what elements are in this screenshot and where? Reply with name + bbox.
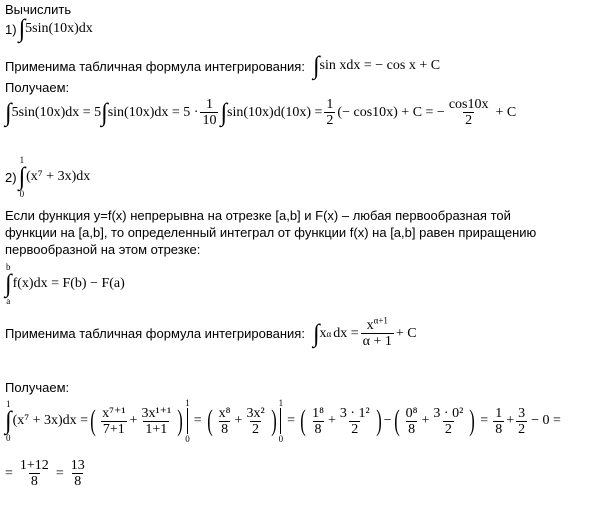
p1-solution xyxy=(5,97,516,128)
p1-sol-f: (− cos10x) + C = − xyxy=(337,104,445,120)
newton-leibniz xyxy=(5,262,125,306)
lower-limit: 0 xyxy=(19,189,25,199)
fraction: $\frac{\text{3 · 0²}}{2}$ xyxy=(433,405,464,437)
p2-tail: − 0 = xyxy=(531,413,561,428)
definite-integral xyxy=(5,262,12,306)
eval-bar: 1 0 xyxy=(278,398,284,444)
p1-got: Получаем: xyxy=(5,80,70,95)
integral-sign-icon: ∫ xyxy=(220,98,228,127)
fraction: $\frac{\text{3x²}}{2}$ xyxy=(246,405,265,437)
p1-label: 1) xyxy=(5,21,17,37)
eval-bar: 1 0 xyxy=(185,398,190,444)
plus-sign: + xyxy=(506,413,515,428)
lower-limit: 0 xyxy=(6,433,11,443)
p2-rule: Применима табличная формула интегрирования: ∫ x α dx = $\frac{x^{\alpha+1}}{\alpha + 1}$ + C xyxy=(5,315,417,349)
left-paren: ( xyxy=(300,404,306,437)
p1-rule-text: Применима табличная формула интегрирования: xyxy=(5,58,305,74)
p1-task-expr: 5sin(10x)dx xyxy=(25,21,93,36)
fraction: $\frac{\text{x⁸}}{8}$ xyxy=(218,405,231,437)
p2-solution: 1 ∫ 0 (x⁷ + 3x)dx = ( $\frac{\text{x⁷⁺¹}}{7+1}$ + $\frac{\text{3x¹⁺¹}}{1+1}$ ) 1 0 = ( $\frac{\text{x⁸}}{8}$ + $\frac{\text{3x²}}{2}$ ) 1 0 = ( $\frac{\text{1⁸}}{8}$ + $\frac{\text{3 · 1²}}{2}$ ) − ( $\frac{\text{0⁸}}{8}$ + $\frac{\text{3 · 0²}}{2}$ ) = $\frac{1}{8}$ + $\frac{3}{2}$ − 0 = xyxy=(5,398,561,444)
left-paren: ( xyxy=(206,404,213,437)
rule-x: x xyxy=(319,325,327,341)
left-paren: ( xyxy=(90,404,96,437)
definite-integral xyxy=(19,155,26,199)
p1-sol-d: sin(10x)d(10x) = xyxy=(227,104,323,120)
p1-rule-formula: sin xdx = − cos x + C xyxy=(319,58,441,73)
p2-task-expr: (x⁷ + 3x)dx xyxy=(26,169,91,184)
upper-limit: 1 xyxy=(6,399,11,409)
plus-sign: + xyxy=(327,413,336,428)
integral-sign-icon: ∫ xyxy=(5,270,12,298)
p2-rule-text: Применима табличная формула интегрирования: xyxy=(5,326,305,341)
integral-sign-icon: ∫ xyxy=(5,407,12,435)
p2-task xyxy=(5,155,90,199)
heading: Вычислить xyxy=(5,2,72,17)
p2-final xyxy=(5,458,89,489)
rule-dx: dx = xyxy=(333,325,359,341)
fraction: $\frac{1}{8}$ xyxy=(495,405,503,437)
integral-sign-icon: ∫ xyxy=(312,52,320,80)
right-paren: ) xyxy=(469,404,476,437)
fraction: $\frac{13}{8}$ xyxy=(70,458,85,489)
equals-sign: = xyxy=(55,465,64,481)
equals-sign: = xyxy=(5,465,13,481)
p1-task xyxy=(5,17,93,41)
definite-integral xyxy=(5,399,12,443)
fraction: $\frac{\text{1⁸}}{8}$ xyxy=(312,405,324,437)
fraction: $\frac{1+12}{8}$ xyxy=(19,458,49,489)
rule-c: + C xyxy=(395,325,417,341)
fraction: $\frac{\text{3x¹⁺¹}}{1+1}$ xyxy=(141,405,172,437)
p2-got: Получаем: xyxy=(5,380,70,395)
plus-sign: + xyxy=(421,413,430,428)
integral-sign-icon: ∫ xyxy=(18,15,26,43)
p1-rule xyxy=(5,54,440,78)
p2-text1: Если функция y=f(x) непрерывна на отрезке [a,b] и F(x) – любая первообразная той xyxy=(5,208,511,223)
lower-limit: a xyxy=(6,296,11,306)
p1-sol-a: 5sin(10x)dx = 5 xyxy=(11,104,102,120)
integral-sign-icon: ∫ xyxy=(312,319,320,348)
minus-sign: − xyxy=(383,413,392,428)
fraction: $\frac{\cos 10x}{2}$ xyxy=(448,97,489,128)
left-paren: ( xyxy=(393,404,400,437)
fraction: $\frac{1}{2}$ xyxy=(326,97,334,128)
fraction: $\frac{1}{10}$ xyxy=(202,97,217,128)
plus-sign: + xyxy=(234,413,243,428)
p2-s1: (x⁷ + 3x)dx = xyxy=(12,413,89,428)
integral-sign-icon: ∫ xyxy=(5,98,12,127)
p2-text2: функции на [a,b], то определенный интеграл от функции f(x) на [a,b] равен приращению xyxy=(5,225,537,240)
fraction: $\frac{3}{2}$ xyxy=(518,405,526,437)
fraction: $\frac{x^{\alpha+1}}{\alpha + 1}$ xyxy=(362,315,392,349)
fraction: $\frac{\text{0⁸}}{8}$ xyxy=(405,405,418,437)
p1-sol-b: sin(10x)dx = 5 · xyxy=(107,104,199,120)
right-paren: ) xyxy=(375,404,382,437)
upper-limit: 1 xyxy=(19,155,25,165)
fraction: $\frac{\text{3 · 1²}}{2}$ xyxy=(339,405,370,437)
plus-sign: + xyxy=(129,413,138,428)
p2-label: 2) xyxy=(5,169,17,185)
nl-formula: f(x)dx = F(b) − F(a) xyxy=(12,276,125,291)
upper-limit: b xyxy=(6,262,11,272)
integral-sign-icon: ∫ xyxy=(101,98,108,127)
integral-sign-icon: ∫ xyxy=(18,163,26,191)
fraction: $\frac{\text{x⁷⁺¹}}{7+1}$ xyxy=(102,405,126,437)
right-paren: ) xyxy=(177,404,183,437)
p1-sol-h: + C xyxy=(495,104,517,120)
right-paren: ) xyxy=(270,404,277,437)
p2-text3: первообразной на этом отрезке: xyxy=(5,242,201,257)
